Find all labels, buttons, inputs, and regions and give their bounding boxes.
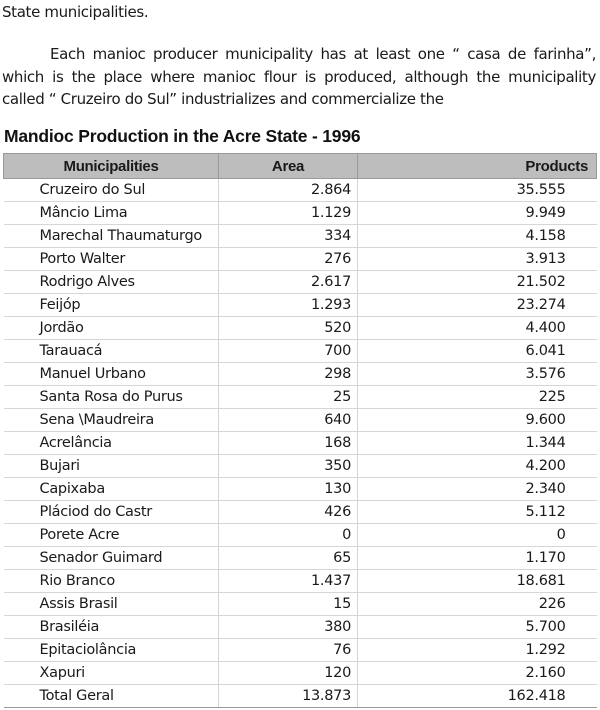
municipality-cell: Rio Branco xyxy=(4,570,219,593)
table-row xyxy=(4,179,597,202)
table-row xyxy=(4,524,597,547)
table-title: Mandioc Production in the Acre State - 1996 xyxy=(4,126,361,146)
area-cell: 700 xyxy=(219,340,358,363)
products-cell: 4.200 xyxy=(358,455,597,478)
municipality-cell: Capixaba xyxy=(4,478,219,501)
products-cell: 9.600 xyxy=(358,409,597,432)
table-row xyxy=(4,570,597,593)
table-row xyxy=(4,478,597,501)
municipality-cell: Acrelância xyxy=(4,432,219,455)
products-cell: 6.041 xyxy=(358,340,597,363)
area-cell: 13.873 xyxy=(219,685,358,708)
area-cell: 168 xyxy=(219,432,358,455)
table-row xyxy=(4,547,597,570)
products-cell: 225 xyxy=(358,386,597,409)
area-cell: 426 xyxy=(219,501,358,524)
area-cell: 298 xyxy=(219,363,358,386)
area-cell: 25 xyxy=(219,386,358,409)
area-cell: 120 xyxy=(219,662,358,685)
products-cell: 9.949 xyxy=(358,202,597,225)
products-cell: 3.576 xyxy=(358,363,597,386)
table-row xyxy=(4,409,597,432)
header-municipalities: Municipalities xyxy=(4,154,219,179)
municipality-cell: Xapuri xyxy=(4,662,219,685)
header-area: Area xyxy=(219,154,358,179)
products-cell: 35.555 xyxy=(358,179,597,202)
municipality-cell: Feijóp xyxy=(4,294,219,317)
products-cell: 2.160 xyxy=(358,662,597,685)
paragraph-intro: State municipalities. xyxy=(2,3,149,21)
table-row xyxy=(4,639,597,662)
municipality-cell: Tarauacá xyxy=(4,340,219,363)
table-body xyxy=(4,179,597,708)
area-cell: 65 xyxy=(219,547,358,570)
area-cell: 1.129 xyxy=(219,202,358,225)
municipality-cell: Rodrigo Alves xyxy=(4,271,219,294)
products-cell: 1.344 xyxy=(358,432,597,455)
total-row xyxy=(4,685,597,708)
area-cell: 350 xyxy=(219,455,358,478)
products-cell: 21.502 xyxy=(358,271,597,294)
table-row xyxy=(4,294,597,317)
municipality-cell: Sena \Maudreira xyxy=(4,409,219,432)
table-row xyxy=(4,662,597,685)
area-cell: 2.617 xyxy=(219,271,358,294)
area-cell: 15 xyxy=(219,593,358,616)
area-cell: 130 xyxy=(219,478,358,501)
products-cell: 0 xyxy=(358,524,597,547)
products-cell: 23.274 xyxy=(358,294,597,317)
area-cell: 76 xyxy=(219,639,358,662)
municipality-cell: Cruzeiro do Sul xyxy=(4,179,219,202)
table-row xyxy=(4,317,597,340)
products-cell: 5.112 xyxy=(358,501,597,524)
area-cell: 640 xyxy=(219,409,358,432)
municipality-cell: Porto Walter xyxy=(4,248,219,271)
table-row xyxy=(4,363,597,386)
products-cell: 1.170 xyxy=(358,547,597,570)
table-row xyxy=(4,340,597,363)
table-row xyxy=(4,432,597,455)
area-cell: 380 xyxy=(219,616,358,639)
products-cell: 4.400 xyxy=(358,317,597,340)
products-cell: 5.700 xyxy=(358,616,597,639)
area-cell: 1.437 xyxy=(219,570,358,593)
table-header xyxy=(4,154,597,179)
area-cell: 2.864 xyxy=(219,179,358,202)
area-cell: 520 xyxy=(219,317,358,340)
area-cell: 334 xyxy=(219,225,358,248)
header-row xyxy=(4,154,597,179)
products-cell: 162.418 xyxy=(358,685,597,708)
table-row xyxy=(4,386,597,409)
municipality-cell: Brasiléia xyxy=(4,616,219,639)
municipality-cell: Senador Guimard xyxy=(4,547,219,570)
products-cell: 1.292 xyxy=(358,639,597,662)
area-cell: 276 xyxy=(219,248,358,271)
production-table xyxy=(3,153,597,708)
table-row xyxy=(4,616,597,639)
table-row xyxy=(4,248,597,271)
products-cell: 2.340 xyxy=(358,478,597,501)
table-row xyxy=(4,225,597,248)
products-cell: 4.158 xyxy=(358,225,597,248)
municipality-cell: Santa Rosa do Purus xyxy=(4,386,219,409)
municipality-cell: Porete Acre xyxy=(4,524,219,547)
table-row xyxy=(4,202,597,225)
paragraph-casa-de-farinha: Each manioc producer municipality has at least one “ casa de farinha”, which is the place where manioc flour is produced, although the municipality called “ Cruzeiro do Sul” industrializes and commercialize the xyxy=(2,45,596,108)
table-row xyxy=(4,455,597,478)
municipality-cell: Assis Brasil xyxy=(4,593,219,616)
products-cell: 226 xyxy=(358,593,597,616)
table-row xyxy=(4,501,597,524)
products-cell: 18.681 xyxy=(358,570,597,593)
municipality-cell: Jordão xyxy=(4,317,219,340)
municipality-cell: Epitaciolância xyxy=(4,639,219,662)
municipality-cell: Manuel Urbano xyxy=(4,363,219,386)
table-row xyxy=(4,271,597,294)
municipality-cell: Total Geral xyxy=(4,685,219,708)
products-cell: 3.913 xyxy=(358,248,597,271)
table-row xyxy=(4,593,597,616)
area-cell: 0 xyxy=(219,524,358,547)
municipality-cell: Marechal Thaumaturgo xyxy=(4,225,219,248)
municipality-cell: Bujari xyxy=(4,455,219,478)
header-products: Products xyxy=(358,154,597,179)
area-cell: 1.293 xyxy=(219,294,358,317)
municipality-cell: Pláciod do Castr xyxy=(4,501,219,524)
municipality-cell: Mâncio Lima xyxy=(4,202,219,225)
